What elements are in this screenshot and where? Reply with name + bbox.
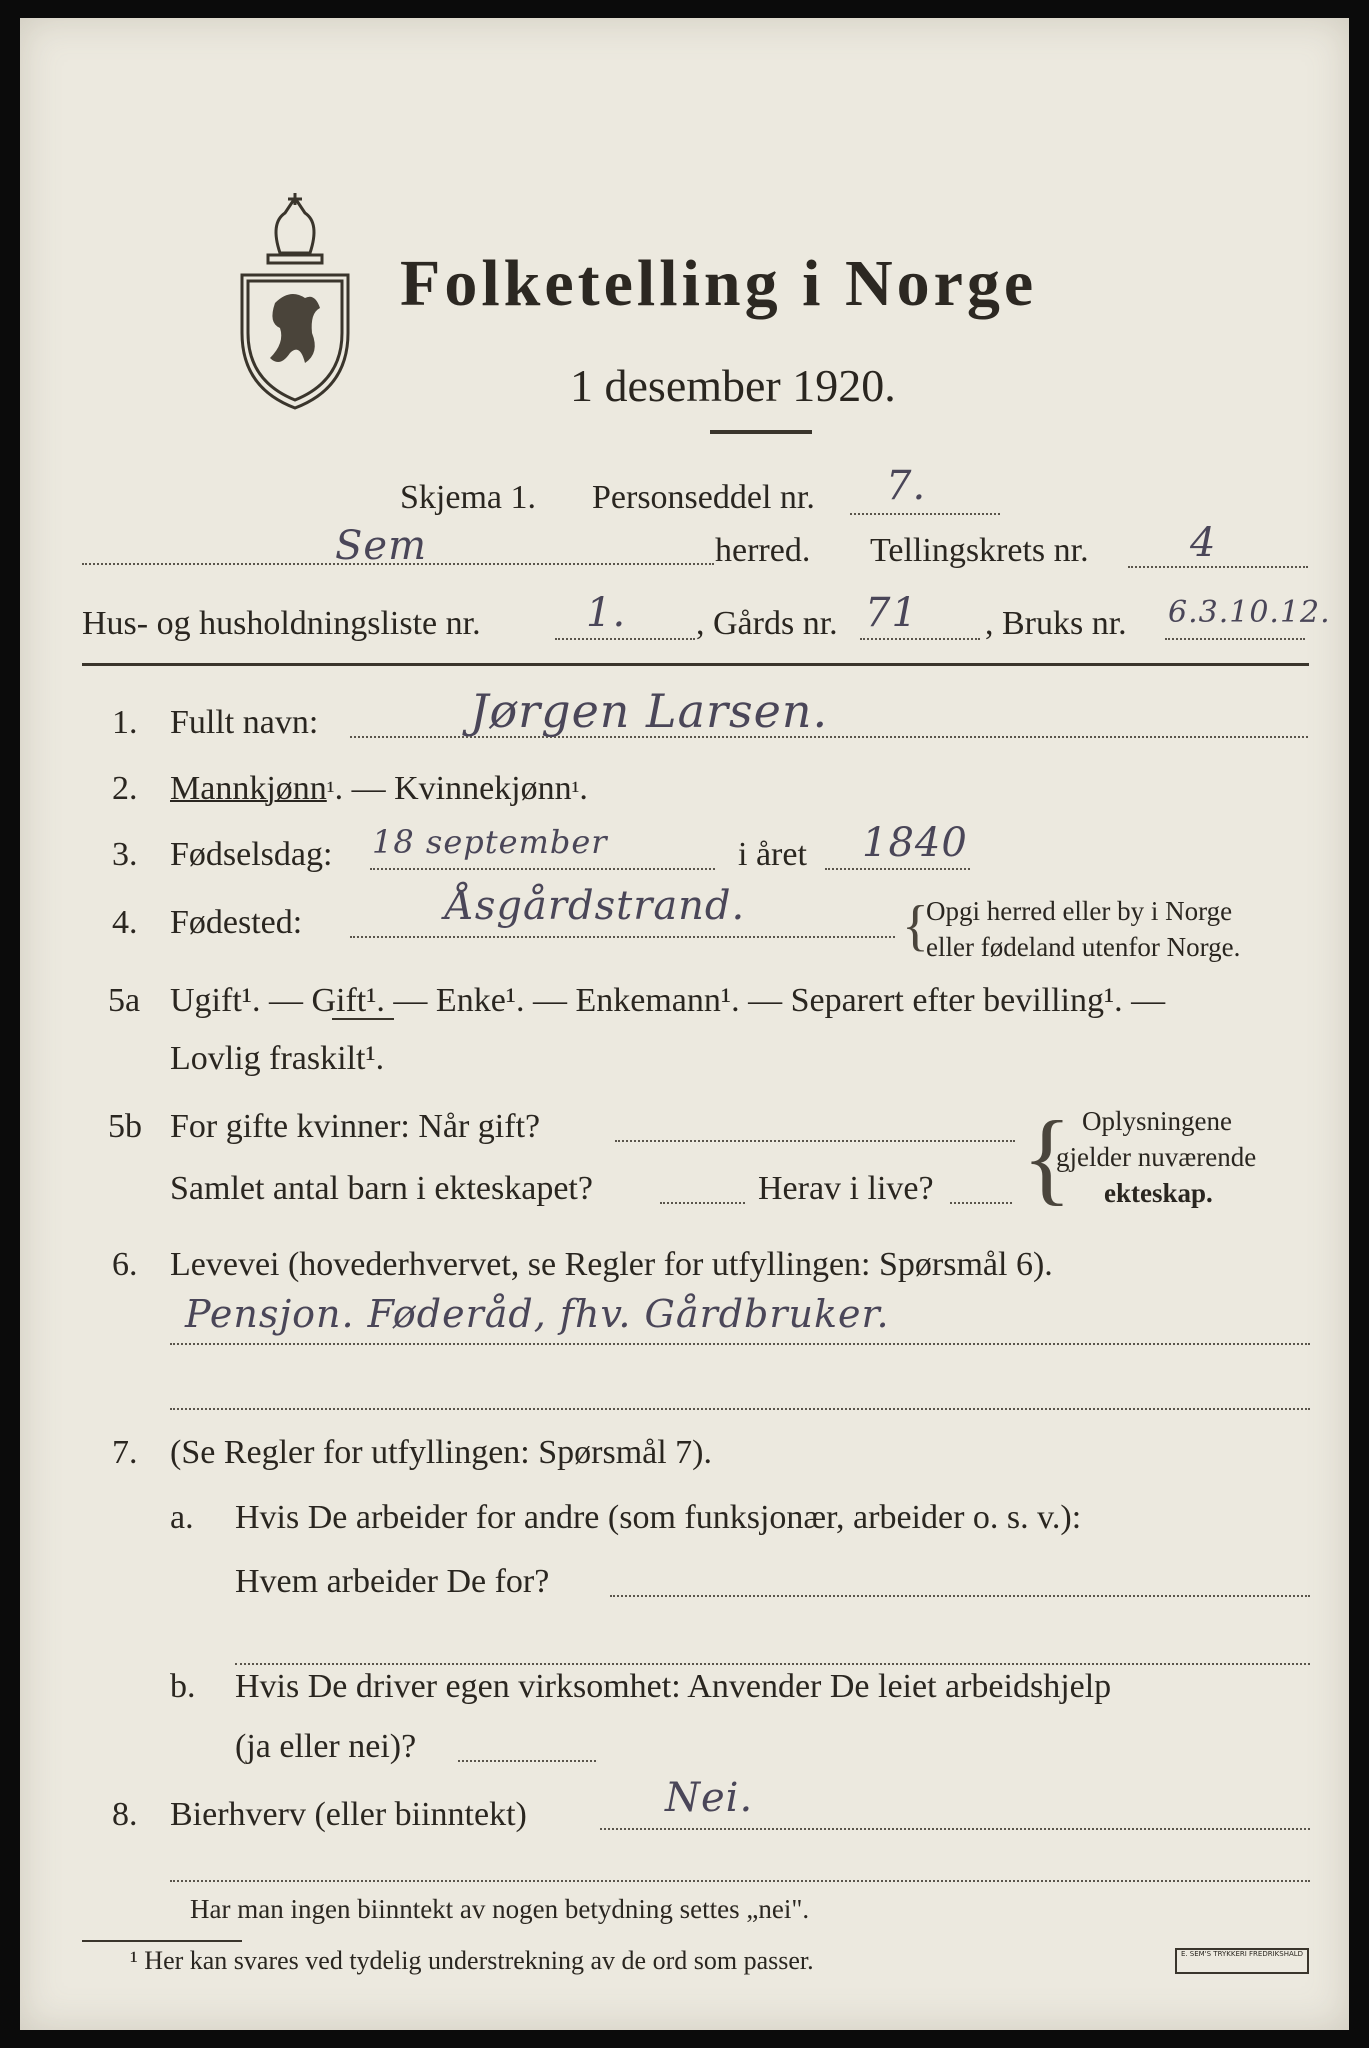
q6-value: Pensjon. Føderåd, fhv. Gårdbruker. — [185, 1292, 890, 1336]
q8-line — [600, 1828, 1310, 1830]
personseddel-label: Personseddel nr. — [592, 479, 815, 516]
footnote-rule — [82, 1940, 242, 1942]
q1-label: Fullt navn: — [170, 704, 319, 741]
q4-value: Åsgårdstrand. — [445, 883, 746, 929]
q3-label: Fødselsdag: — [170, 836, 333, 873]
q1-number: 1. — [112, 704, 138, 741]
q3-number: 3. — [112, 836, 138, 873]
q5b-line1: For gifte kvinner: Når gift? — [170, 1108, 541, 1145]
census-form — [20, 18, 1349, 2030]
q2-sep: . — — [334, 770, 395, 807]
census-date: 1 desember 1920. — [570, 360, 896, 411]
q2-sup1: ¹ — [326, 776, 335, 805]
q5b-note3: ekteskap. — [1104, 1178, 1213, 1208]
herred-value: Sem — [335, 523, 428, 569]
q3-year-line — [825, 868, 970, 870]
footnote: ¹ Her kan svares ved tydelig understrekning av de ord som passer. — [130, 1946, 814, 1975]
gards-line — [860, 638, 980, 640]
norway-coat-of-arms-icon — [230, 193, 360, 413]
header-rule — [82, 663, 1309, 666]
q7b-letter: b. — [170, 1668, 196, 1705]
q8-value: Nei. — [665, 1775, 754, 1821]
printer-stamp — [1175, 1948, 1309, 1974]
q5b-brace: { — [1022, 1100, 1072, 1215]
q5b-note1: Oplysningene — [1082, 1106, 1232, 1136]
q2-sup2: ¹ — [571, 776, 580, 805]
q2-male: Mannkjønn — [170, 770, 327, 807]
skjema-label: Skjema 1. — [400, 479, 536, 516]
husliste-label: Hus- og husholdningsliste nr. — [82, 605, 481, 642]
q7-number: 7. — [112, 1434, 138, 1471]
footer-note: Har man ingen biinntekt av nogen betydning settes „nei". — [190, 1894, 810, 1924]
title-divider — [710, 430, 812, 434]
q5b-children-line — [660, 1202, 745, 1204]
q5a-number: 5a — [108, 982, 141, 1019]
personseddel-value: 7. — [886, 463, 927, 509]
q5a-gift-underline — [332, 1018, 394, 1020]
gards-value: 71 — [865, 590, 918, 636]
q2-end: . — [579, 770, 588, 807]
q1-value: Jørgen Larsen. — [470, 684, 829, 738]
bruks-value: 6.3.10.12. — [1168, 595, 1331, 630]
q6-line2 — [170, 1408, 1310, 1410]
q4-note-line2: eller fødeland utenfor Norge. — [926, 932, 1241, 962]
q5a-line1: Ugift¹. — Gift¹. — Enke¹. — Enkemann¹. — Separert efter bevilling¹. — — [170, 982, 1166, 1019]
q5b-number: 5b — [108, 1108, 142, 1145]
q7a-answer-line1 — [610, 1595, 1310, 1597]
bruks-line — [1165, 638, 1305, 640]
q5b-when-line — [615, 1140, 1015, 1142]
bruks-label: , Bruks nr. — [985, 605, 1127, 642]
q6-number: 6. — [112, 1246, 138, 1283]
personseddel-line — [850, 513, 1000, 515]
q8-number: 8. — [112, 1796, 138, 1833]
q6-line1 — [170, 1343, 1310, 1345]
q5b-alive-line — [950, 1202, 1012, 1204]
husliste-value: 1. — [586, 590, 627, 636]
tellingskrets-label: Tellingskrets nr. — [870, 532, 1089, 569]
gards-label: , Gårds nr. — [696, 605, 838, 642]
q4-number: 4. — [112, 904, 138, 941]
q5a-line2: Lovlig fraskilt¹. — [170, 1040, 385, 1077]
herred-label: herred. — [715, 532, 811, 569]
q2-number: 2. — [112, 770, 138, 807]
tellingskrets-line — [1128, 566, 1308, 568]
tellingskrets-value: 4 — [1190, 520, 1217, 566]
q7a-line1: Hvis De arbeider for andre (som funksjonær, arbeider o. s. v.): — [235, 1499, 1082, 1536]
q7b-line2: (ja eller nei)? — [235, 1728, 417, 1765]
q4-line — [350, 936, 895, 938]
q4-brace: { — [902, 895, 929, 957]
q7-label: (Se Regler for utfyllingen: Spørsmål 7). — [170, 1434, 713, 1471]
q3-year-label: i året — [738, 836, 807, 873]
husliste-line — [555, 638, 695, 640]
q3-value: 18 september — [372, 823, 608, 861]
printer-stamp-text: E. SEM'S TRYKKERI FREDRIKSHALD — [1180, 1950, 1304, 1958]
q3-year-value: 1840 — [862, 820, 968, 866]
q8-line2 — [170, 1880, 1310, 1882]
q7a-answer-line2 — [235, 1663, 1310, 1665]
q7a-line2: Hvem arbeider De for? — [235, 1563, 550, 1600]
q7b-line1: Hvis De driver egen virksomhet: Anvender De leiet arbeidshjelp — [235, 1668, 1112, 1705]
q4-note-line1: Opgi herred eller by i Norge — [926, 896, 1233, 926]
q8-label: Bierhverv (eller biinntekt) — [170, 1796, 527, 1833]
form-title: Folketelling i Norge — [400, 247, 1038, 320]
q2-row — [170, 772, 588, 806]
q4-label: Fødested: — [170, 904, 303, 941]
q3-line — [370, 868, 715, 870]
q2-female: Kvinnekjønn — [394, 770, 572, 807]
q5b-line2b: Herav i live? — [758, 1170, 934, 1207]
q7b-answer-line — [458, 1760, 596, 1762]
q7a-letter: a. — [170, 1499, 194, 1536]
q5b-note2: gjelder nuværende — [1056, 1142, 1257, 1172]
q6-label: Levevei (hovederhvervet, se Regler for utfyllingen: Spørsmål 6). — [170, 1246, 1053, 1283]
q5b-line2a: Samlet antal barn i ekteskapet? — [170, 1170, 593, 1207]
